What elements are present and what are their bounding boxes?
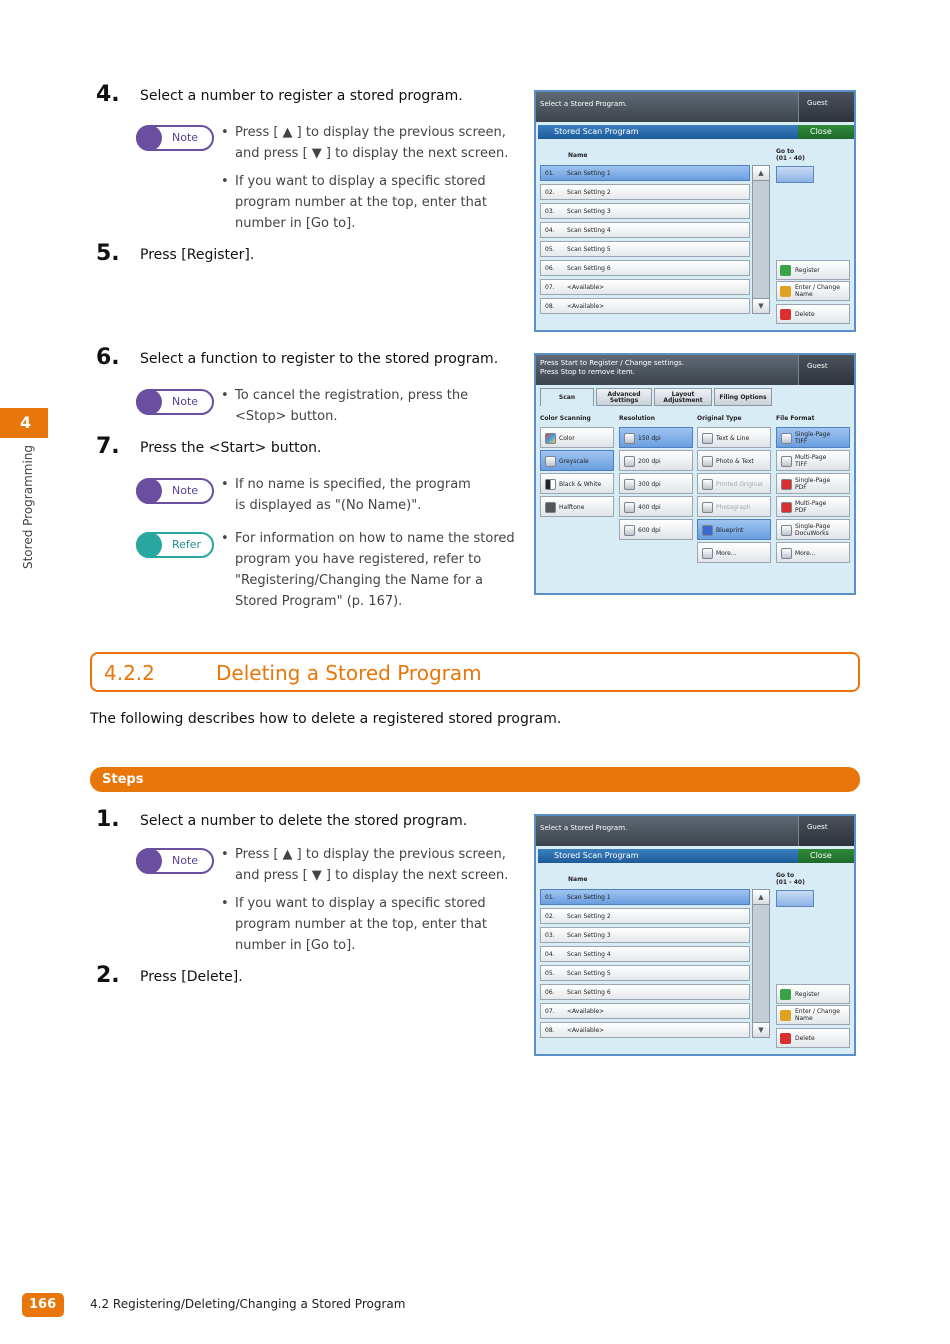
file-format-option[interactable]: Multi-Page TIFF — [776, 450, 850, 471]
close-button[interactable]: Close — [798, 125, 854, 139]
section-intro: The following describes how to delete a registered stored program. — [90, 711, 562, 727]
step-number: 7. — [96, 434, 120, 459]
greyscale-icon — [545, 456, 556, 467]
step-text: Select a number to register a stored program. — [140, 88, 463, 104]
resolution-icon — [624, 502, 635, 513]
list-item[interactable]: 04. Scan Setting 4 — [540, 946, 750, 962]
original-type-header: Original Type — [697, 415, 742, 422]
note-badge: Note — [136, 848, 214, 874]
resolution-option[interactable]: 400 dpi — [619, 496, 693, 517]
guest-button[interactable]: Guest — [798, 816, 854, 846]
note-badge: Note — [136, 125, 214, 151]
goto-input[interactable] — [776, 890, 814, 907]
original-type-option[interactable]: Blueprint — [697, 519, 771, 540]
step-text: Select a function to register to the stored program. — [140, 351, 499, 367]
file-format-option[interactable]: Single-Page TIFF — [776, 427, 850, 448]
original-type-option[interactable]: Photo & Text — [697, 450, 771, 471]
list-item[interactable]: 01. Scan Setting 1 — [540, 889, 750, 905]
step-text: Select a number to delete the stored program. — [140, 813, 468, 829]
scrollbar[interactable] — [752, 165, 770, 314]
pencil-icon — [136, 389, 162, 415]
file-format-option[interactable]: Single-Page DocuWorks — [776, 519, 850, 540]
printed-original-icon — [702, 479, 713, 490]
guest-button[interactable]: Guest — [798, 92, 854, 122]
name-column-header: Name — [568, 876, 588, 883]
chapter-tab — [0, 408, 48, 438]
photo-text-icon — [702, 456, 713, 467]
delete-button[interactable]: Delete — [776, 1028, 850, 1048]
greyscale-option[interactable]: Greyscale — [540, 450, 614, 471]
scroll-up-button[interactable]: ▲ — [752, 165, 770, 181]
list-item[interactable]: 07. <Available> — [540, 1003, 750, 1019]
step-number: 4. — [96, 82, 120, 107]
delete-button[interactable]: Delete — [776, 304, 850, 324]
note-badge: Note — [136, 389, 214, 415]
file-format-option[interactable]: Multi-Page PDF — [776, 496, 850, 517]
note-bullet: • Press [ ▲ ] to display the previous screen, and press [ ▼ ] to display the next screen. — [221, 844, 521, 886]
chapter-number: 4 — [20, 413, 32, 432]
step-text: Press [Delete]. — [140, 969, 243, 985]
file-format-more-button[interactable]: More... — [776, 542, 850, 563]
plus-icon — [780, 265, 791, 276]
section-number: 4.2.2 — [104, 661, 155, 685]
goto-label: Go to (01 - 40) — [776, 148, 805, 162]
plus-icon — [780, 989, 791, 1000]
note-bullet: • If no name is specified, the program is displayed as "(No Name)". — [221, 474, 481, 516]
list-item[interactable]: 05. Scan Setting 5 — [540, 241, 750, 257]
list-item[interactable]: 01. Scan Setting 1 — [540, 165, 750, 181]
footer-section-title: 4.2 Registering/Deleting/Changing a Stored Program — [90, 1297, 406, 1311]
halftone-option[interactable]: Halftone — [540, 496, 614, 517]
x-icon — [780, 309, 791, 320]
scroll-down-button[interactable]: ▼ — [752, 298, 770, 314]
step-number: 6. — [96, 345, 120, 370]
register-button[interactable]: Register — [776, 984, 850, 1004]
note-bullet: • If you want to display a specific stored program number at the top, enter that number in [Go to]. — [221, 171, 521, 234]
black-white-icon — [545, 479, 556, 490]
pdf-icon — [781, 502, 792, 513]
note-badge: Note — [136, 478, 214, 504]
scroll-down-button[interactable]: ▼ — [752, 1022, 770, 1038]
pdf-icon — [781, 479, 792, 490]
chapter-label: Stored Programming — [21, 444, 35, 570]
list-item[interactable]: 02. Scan Setting 2 — [540, 184, 750, 200]
list-item[interactable]: 04. Scan Setting 4 — [540, 222, 750, 238]
goto-input[interactable] — [776, 166, 814, 183]
scrollbar[interactable] — [752, 889, 770, 1038]
enter-change-name-button[interactable]: Enter / Change Name — [776, 281, 850, 301]
blueprint-icon — [702, 525, 713, 536]
pencil-icon — [136, 125, 162, 151]
section-heading — [90, 652, 860, 692]
original-type-option[interactable]: Text & Line — [697, 427, 771, 448]
note-bullet: • To cancel the registration, press the <Stop> button. — [221, 385, 511, 427]
stored-program-screen-delete — [534, 814, 856, 1056]
note-bullet: • Press [ ▲ ] to display the previous screen, and press [ ▼ ] to display the next screen. — [221, 122, 521, 164]
step-number: 1. — [96, 807, 120, 832]
color-icon — [545, 433, 556, 444]
tiff-icon — [781, 456, 792, 467]
resolution-option[interactable]: 600 dpi — [619, 519, 693, 540]
black-white-option[interactable]: Black & White — [540, 473, 614, 494]
name-column-header: Name — [568, 152, 588, 159]
scan-settings-screen — [534, 353, 856, 595]
photograph-icon — [702, 502, 713, 513]
step-text: Press [Register]. — [140, 247, 255, 263]
resolution-header: Resolution — [619, 415, 656, 422]
resolution-icon — [624, 456, 635, 467]
enter-change-name-button[interactable]: Enter / Change Name — [776, 1005, 850, 1025]
pencil-icon — [780, 1010, 791, 1021]
resolution-icon — [624, 479, 635, 490]
list-item[interactable]: 08. <Available> — [540, 298, 750, 314]
page-number-badge — [22, 1293, 64, 1317]
list-item[interactable]: 03. Scan Setting 3 — [540, 203, 750, 219]
tab-filing-options[interactable]: Filing Options — [714, 388, 772, 406]
halftone-icon — [545, 502, 556, 513]
refer-badge: Refer — [136, 532, 214, 558]
list-item[interactable]: 06. Scan Setting 6 — [540, 984, 750, 1000]
step-number: 5. — [96, 241, 120, 266]
tab-layout-adjustment[interactable]: Layout Adjustment — [654, 388, 712, 406]
list-item[interactable]: 03. Scan Setting 3 — [540, 927, 750, 943]
tab-scan[interactable]: Scan — [540, 388, 594, 406]
pencil-icon — [136, 478, 162, 504]
resolution-icon — [624, 525, 635, 536]
title-bar: Stored Scan Program Close — [538, 125, 854, 139]
original-type-option[interactable]: Photograph — [697, 496, 771, 517]
register-button[interactable]: Register — [776, 260, 850, 280]
resolution-icon — [624, 433, 635, 444]
x-icon — [780, 1033, 791, 1044]
guest-button[interactable]: Guest — [798, 355, 854, 385]
resolution-option[interactable]: 200 dpi — [619, 450, 693, 471]
color-option[interactable]: Color — [540, 427, 614, 448]
list-item[interactable]: 08. <Available> — [540, 1022, 750, 1038]
steps-label: Steps — [102, 772, 144, 787]
refer-bullet: • For information on how to name the stored program you have registered, refer to "Registering/Changing the Name for a Stored Program" (p. 167). — [221, 528, 521, 612]
note-bullet: • If you want to display a specific stored program number at the top, enter that number in [Go to]. — [221, 893, 521, 956]
arrow-right-icon — [136, 532, 162, 558]
step-text: Press the <Start> button. — [140, 440, 322, 456]
more-icon — [781, 548, 792, 559]
resolution-option[interactable]: 150 dpi — [619, 427, 693, 448]
step-number: 2. — [96, 963, 120, 988]
file-format-header: File Format — [776, 415, 815, 422]
stored-program-screen — [534, 90, 856, 332]
close-button[interactable]: Close — [798, 849, 854, 863]
section-title: Deleting a Stored Program — [216, 661, 482, 685]
list-item[interactable]: 02. Scan Setting 2 — [540, 908, 750, 924]
more-icon — [702, 548, 713, 559]
resolution-option[interactable]: 300 dpi — [619, 473, 693, 494]
list-item[interactable]: 06. Scan Setting 6 — [540, 260, 750, 276]
file-format-option[interactable]: Single-Page PDF — [776, 473, 850, 494]
scroll-up-button[interactable]: ▲ — [752, 889, 770, 905]
message-bar: Press Start to Register / Change settings. Press Stop to remove item. Guest — [536, 355, 854, 385]
list-item[interactable]: 05. Scan Setting 5 — [540, 965, 750, 981]
pencil-icon — [780, 286, 791, 297]
docuworks-icon — [781, 525, 792, 536]
message-bar: Select a Stored Program. Guest — [536, 92, 854, 122]
color-scanning-header: Color Scanning — [540, 415, 591, 422]
goto-label: Go to (01 - 40) — [776, 872, 805, 886]
tiff-icon — [781, 433, 792, 444]
text-line-icon — [702, 433, 713, 444]
original-type-option[interactable]: Printed Original — [697, 473, 771, 494]
pencil-icon — [136, 848, 162, 874]
original-type-more-button[interactable]: More... — [697, 542, 771, 563]
message-bar: Select a Stored Program. Guest — [536, 816, 854, 846]
title-bar: Stored Scan Program Close — [538, 849, 854, 863]
page-number: 166 — [29, 1297, 57, 1312]
list-item[interactable]: 07. <Available> — [540, 279, 750, 295]
steps-bar — [90, 767, 860, 792]
tab-advanced-settings[interactable]: Advanced Settings — [596, 388, 652, 406]
